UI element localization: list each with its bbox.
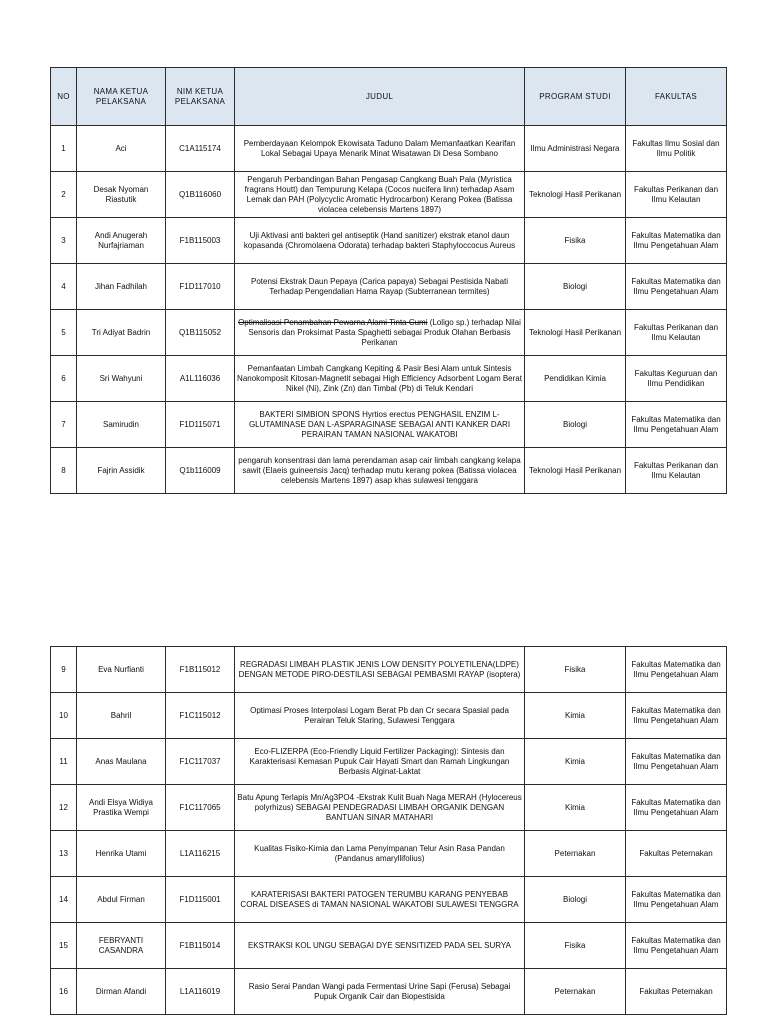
prodi-cell: Pendidikan Kimia bbox=[525, 356, 626, 402]
judul-cell bbox=[235, 448, 525, 494]
table-row bbox=[51, 402, 727, 448]
nim-cell: F1C117065 bbox=[166, 785, 235, 831]
nim-cell: F1D115001 bbox=[166, 877, 235, 923]
no-cell: 7 bbox=[51, 402, 77, 448]
judul-cell bbox=[235, 831, 525, 877]
fakultas-cell: Fakultas Perikanan dan Ilmu Kelautan bbox=[626, 172, 727, 218]
proposal-table-2 bbox=[50, 646, 727, 1015]
nim-cell: F1B115003 bbox=[166, 218, 235, 264]
nama-cell: FEBRYANTI CASANDRA bbox=[77, 923, 166, 969]
fakultas-cell: Fakultas Matematika dan Ilmu Pengetahuan Alam bbox=[626, 785, 727, 831]
prodi-cell: Kimia bbox=[525, 785, 626, 831]
judul-cell bbox=[235, 264, 525, 310]
fakultas-cell: Fakultas Keguruan dan Ilmu Pendidikan bbox=[626, 356, 727, 402]
no-cell: 3 bbox=[51, 218, 77, 264]
judul-text: KARATERISASI BAKTERI PATOGEN TERUMBU KARANG PENYEBAB CORAL DISEASES di TAMAN NASIONAL WAKATOBI SULAWESI TENGGRA bbox=[240, 889, 519, 909]
nim-cell: F1B115014 bbox=[166, 923, 235, 969]
table-row bbox=[51, 126, 727, 172]
no-cell: 2 bbox=[51, 172, 77, 218]
judul-text: Potensi Ekstrak Daun Pepaya (Carica papaya) Sebagai Pestisida Nabati Terhadap Pengendalian Hama Rayap (Subterranean termites) bbox=[250, 276, 509, 296]
prodi-cell: Peternakan bbox=[525, 831, 626, 877]
no-cell: 6 bbox=[51, 356, 77, 402]
nim-cell: Q1B116060 bbox=[166, 172, 235, 218]
no-cell: 1 bbox=[51, 126, 77, 172]
nim-cell: F1D117010 bbox=[166, 264, 235, 310]
fakultas-cell: Fakultas Peternakan bbox=[626, 969, 727, 1015]
proposal-table-1 bbox=[50, 67, 727, 494]
judul-text: EKSTRAKSI KOL UNGU SEBAGAI DYE SENSITIZED PADA SEL SURYA bbox=[247, 940, 512, 950]
nim-cell: Q1b116009 bbox=[166, 448, 235, 494]
table-row bbox=[51, 739, 727, 785]
table-body-2 bbox=[51, 647, 727, 1015]
nama-cell: Fajrin Assidik bbox=[77, 448, 166, 494]
nama-cell: Jihan Fadhilah bbox=[77, 264, 166, 310]
judul-struck-text: Optimalisasi Penambahan Pewarna Alami Tinta Cumi bbox=[238, 317, 428, 327]
judul-cell bbox=[235, 218, 525, 264]
prodi-cell: Fisika bbox=[525, 647, 626, 693]
nama-cell: Henrika Utami bbox=[77, 831, 166, 877]
nim-cell: F1C117037 bbox=[166, 739, 235, 785]
fakultas-cell: Fakultas Matematika dan Ilmu Pengetahuan Alam bbox=[626, 264, 727, 310]
fakultas-cell: Fakultas Perikanan dan Ilmu Kelautan bbox=[626, 310, 727, 356]
fakultas-cell: Fakultas Matematika dan Ilmu Pengetahuan Alam bbox=[626, 402, 727, 448]
fakultas-cell: Fakultas Perikanan dan Ilmu Kelautan bbox=[626, 448, 727, 494]
table-body-1 bbox=[51, 126, 727, 494]
judul-text: pengaruh konsentrasi dan lama perendaman asap cair limbah cangkang kelapa sawit (Elaeis guineensis Jacq) terhadap mutu kerang pokea (Batissa violacea celebensis Martens 1897) asap khas sulawesi tenggara bbox=[238, 455, 521, 485]
nama-cell: Samirudin bbox=[77, 402, 166, 448]
table-row bbox=[51, 310, 727, 356]
no-cell: 15 bbox=[51, 923, 77, 969]
no-cell: 4 bbox=[51, 264, 77, 310]
prodi-cell: Biologi bbox=[525, 877, 626, 923]
judul-cell bbox=[235, 126, 525, 172]
nama-cell: Tri Adiyat Badrin bbox=[77, 310, 166, 356]
table-row bbox=[51, 877, 727, 923]
nim-cell: F1C115012 bbox=[166, 693, 235, 739]
nama-cell: Bahril bbox=[77, 693, 166, 739]
nama-cell: Abdul Firman bbox=[77, 877, 166, 923]
judul-cell bbox=[235, 310, 525, 356]
judul-text: Rasio Serai Pandan Wangi pada Fermentasi Urine Sapi (Ferusa) Sebagai Pupuk Organik Cair dan Biopestisida bbox=[248, 981, 511, 1001]
prodi-cell: Ilmu Administrasi Negara bbox=[525, 126, 626, 172]
fakultas-cell: Fakultas Matematika dan Ilmu Pengetahuan Alam bbox=[626, 923, 727, 969]
no-cell: 8 bbox=[51, 448, 77, 494]
nim-cell: L1A116215 bbox=[166, 831, 235, 877]
no-cell: 12 bbox=[51, 785, 77, 831]
judul-text: Pengaruh Perbandingan Bahan Pengasap Cangkang Buah Pala (Myristica fragrans Houtt) dan Tempurung Kelapa (Cocos nucifera linn) terhadap Asam Lemak dan PAH (Polycyclic Aromatic Hydrocarbon) Kerang Pokea (Batissa violacea celebensis Martens 1897) bbox=[244, 174, 515, 214]
table-row bbox=[51, 448, 727, 494]
fakultas-cell: Fakultas Matematika dan Ilmu Pengetahuan Alam bbox=[626, 647, 727, 693]
nama-cell: Sri Wahyuni bbox=[77, 356, 166, 402]
nama-cell: Aci bbox=[77, 126, 166, 172]
no-cell: 16 bbox=[51, 969, 77, 1015]
prodi-cell: Biologi bbox=[525, 264, 626, 310]
prodi-cell: Biologi bbox=[525, 402, 626, 448]
nama-cell: Andi Anugerah Nurfajriaman bbox=[77, 218, 166, 264]
table-row bbox=[51, 356, 727, 402]
nim-cell: L1A116019 bbox=[166, 969, 235, 1015]
table-row bbox=[51, 647, 727, 693]
col-prodi-header: PROGRAM STUDI bbox=[525, 68, 626, 126]
judul-cell bbox=[235, 172, 525, 218]
judul-text: Pemanfaatan Limbah Cangkang Kepiting & Pasir Besi Alam untuk Sintesis Nanokomposit Kitosan-Magnetit sebagai High Efficiency Adsorbent Logam Berat Nikel (Ni), Zink (Zn) dan Timbal (Pb) di Teluk Kendari bbox=[237, 363, 522, 393]
prodi-cell: Teknologi Hasil Perikanan bbox=[525, 448, 626, 494]
nama-cell: Dirman Afandi bbox=[77, 969, 166, 1015]
prodi-cell: Kimia bbox=[525, 693, 626, 739]
col-judul-header: JUDUL bbox=[235, 68, 525, 126]
prodi-cell: Teknologi Hasil Perikanan bbox=[525, 172, 626, 218]
table-header bbox=[51, 68, 727, 126]
judul-cell bbox=[235, 785, 525, 831]
judul-text: Kualitas Fisiko-Kimia dan Lama Penyimpanan Telur Asin Rasa Pandan (Pandanus amaryllifolius) bbox=[254, 843, 505, 863]
fakultas-cell: Fakultas Matematika dan Ilmu Pengetahuan Alam bbox=[626, 739, 727, 785]
nim-cell: F1D115071 bbox=[166, 402, 235, 448]
fakultas-cell: Fakultas Matematika dan Ilmu Pengetahuan Alam bbox=[626, 693, 727, 739]
no-cell: 5 bbox=[51, 310, 77, 356]
prodi-cell: Teknologi Hasil Perikanan bbox=[525, 310, 626, 356]
col-no-header: NO bbox=[51, 68, 77, 126]
judul-text: REGRADASI LIMBAH PLASTIK JENIS LOW DENSITY POLYETILENA(LDPE) DENGAN METODE PIRO-DESTILASI SEBAGAI PEMBASMI RAYAP (isoptera) bbox=[238, 659, 521, 679]
table-row bbox=[51, 785, 727, 831]
judul-text: Pemberdayaan Kelompok Ekowisata Taduno Dalam Memanfaatkan Kearifan Lokal Sebagai Upaya Menarik Minat Wisatawan Di Desa Sombano bbox=[243, 138, 516, 158]
judul-cell bbox=[235, 647, 525, 693]
nama-cell: Eva Nurfianti bbox=[77, 647, 166, 693]
fakultas-cell: Fakultas Peternakan bbox=[626, 831, 727, 877]
nama-cell: Andi Elsya Widiya Prastika Wempi bbox=[77, 785, 166, 831]
judul-cell bbox=[235, 877, 525, 923]
col-nim-header: NIM KETUA PELAKSANA bbox=[166, 68, 235, 126]
judul-text: Uji Aktivasi anti bakteri gel antiseptik (Hand sanitizer) ekstrak etanol daun kopasanda (Chromolaena Odorata) terhadap bakteri Staphyloccocus Aureus bbox=[243, 230, 516, 250]
prodi-cell: Kimia bbox=[525, 739, 626, 785]
table-row bbox=[51, 264, 727, 310]
nim-cell: F1B115012 bbox=[166, 647, 235, 693]
nama-cell: Desak Nyoman Riastutik bbox=[77, 172, 166, 218]
fakultas-cell: Fakultas Ilmu Sosial dan Ilmu Politik bbox=[626, 126, 727, 172]
table-row bbox=[51, 172, 727, 218]
judul-text: Eco-FLIZERPA (Eco-Friendly Liquid Fertilizer Packaging): Sintesis dan Karakterisasi Kemasan Pupuk Cair Hayati Smart dan Ramah Lingkungan Berbasis Alginat-Laktat bbox=[249, 746, 510, 776]
no-cell: 13 bbox=[51, 831, 77, 877]
table-row bbox=[51, 831, 727, 877]
table-row bbox=[51, 923, 727, 969]
fakultas-cell: Fakultas Matematika dan Ilmu Pengetahuan Alam bbox=[626, 218, 727, 264]
fakultas-cell: Fakultas Matematika dan Ilmu Pengetahuan Alam bbox=[626, 877, 727, 923]
judul-cell bbox=[235, 356, 525, 402]
prodi-cell: Fisika bbox=[525, 923, 626, 969]
judul-cell bbox=[235, 969, 525, 1015]
prodi-cell: Fisika bbox=[525, 218, 626, 264]
table-row bbox=[51, 969, 727, 1015]
table-row bbox=[51, 218, 727, 264]
prodi-cell: Peternakan bbox=[525, 969, 626, 1015]
no-cell: 14 bbox=[51, 877, 77, 923]
col-nama-header: NAMA KETUA PELAKSANA bbox=[77, 68, 166, 126]
nim-cell: Q1B115052 bbox=[166, 310, 235, 356]
judul-text: (Loligo sp.) terhadap Nilai Sensoris dan Proksimat Pasta Spaghetti sebagai Produk Olahan Berbasis Perikanan bbox=[248, 317, 521, 347]
table-row bbox=[51, 693, 727, 739]
nim-cell: C1A115174 bbox=[166, 126, 235, 172]
judul-text: Batu Apung Terlapis Mn/Ag3PO4 -Ekstrak Kulit Buah Naga MERAH (Hylocereus polyrhizus) SEBAGAI PENDEGRADASI LIMBAH ORGANIK DENGAN BANTUAN SINAR MATAHARI bbox=[237, 792, 522, 822]
nim-cell: A1L116036 bbox=[166, 356, 235, 402]
judul-cell bbox=[235, 739, 525, 785]
judul-cell bbox=[235, 923, 525, 969]
judul-text: Optimasi Proses Interpolasi Logam Berat Pb dan Cr secara Spasial pada Perairan Teluk Staring, Sulawesi Tenggara bbox=[250, 705, 509, 725]
judul-cell bbox=[235, 693, 525, 739]
nama-cell: Anas Maulana bbox=[77, 739, 166, 785]
judul-cell bbox=[235, 402, 525, 448]
no-cell: 10 bbox=[51, 693, 77, 739]
no-cell: 9 bbox=[51, 647, 77, 693]
no-cell: 11 bbox=[51, 739, 77, 785]
col-fakultas-header: FAKULTAS bbox=[626, 68, 727, 126]
judul-text: BAKTERI SIMBION SPONS Hyrtios erectus PENGHASIL ENZIM L-GLUTAMINASE DAN L-ASPARAGINASE SEBAGAI ANTI KANKER DARI PERAIRAN TAMAN NASIONAL WAKATOBI bbox=[248, 409, 511, 439]
